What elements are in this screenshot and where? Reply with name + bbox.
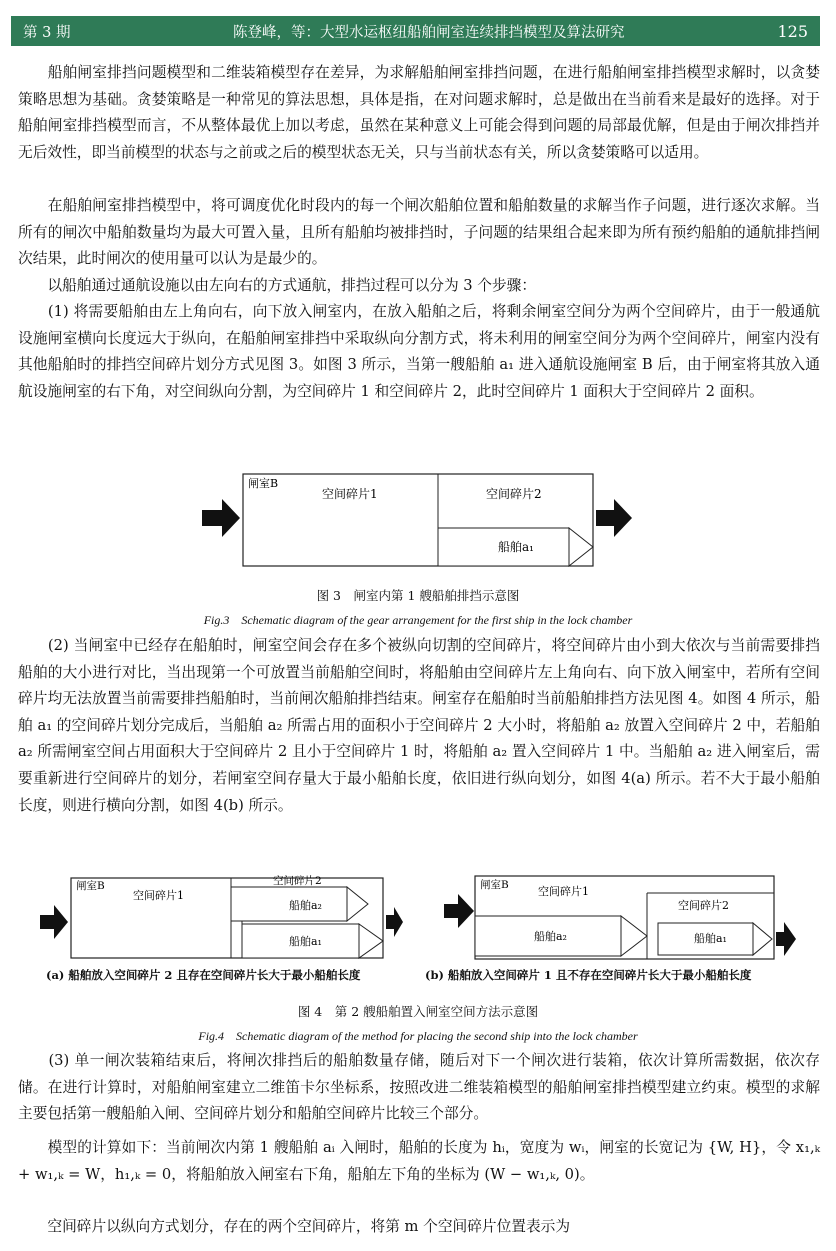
fragment-2-label: 空间碎片2 — [486, 487, 542, 501]
exit-arrow-icon — [776, 922, 796, 956]
ship-a2-label: 船舶a₂ — [289, 899, 322, 912]
figure-3-diagram — [200, 470, 636, 572]
running-header — [11, 16, 820, 46]
ship-a1-label: 船舶a₁ — [289, 935, 322, 948]
chamber-label: 闸室B — [76, 880, 105, 892]
exit-arrow-icon — [386, 907, 403, 937]
paragraph-subproblem: 在船舶闸室排挡模型中，将可调度优化时段内的每一个闸次船舶位置和船舶数量的求解当作子问题，进行逐次求解。当所有的闸次中船舶数量均为最大可置入量，且所有船舶均被排挡时，子问题的结果组合起来即为所有预约船舶的通航排挡闸次结果，此时闸次的使用量可以认为是最少的。 — [18, 197, 820, 268]
paragraph-step-1: (1) 将需要船舶由左上角向右，向下放入闸室内，在放入船舶之后，将剩余闸室空间分为两个空间碎片，由于一般通航设施闸室横向长度远大于纵向，在船舶闸室排挡中采取纵向分割方式，将未利用的闸室空间分为两个空间碎片，闸室内没有其他船舶时的排挡空间碎片划分方式见图 3。如图 3 所示，当第一艘船舶 a₁ 进入通航设施闸室 B 后，由于闸室将其放入通航设施闸室的右下角，对空间纵向分割，为空间碎片 1 和空间碎片 2，此时空间碎片 1 面积大于空间碎片 2 面积。 — [18, 303, 820, 400]
fragment-1-label: 空间碎片1 — [133, 889, 184, 902]
ship-a2-label: 船舶a₂ — [534, 930, 567, 943]
paragraph-greedy-strategy: 船舶闸室排挡问题模型和二维装箱模型存在差异，为求解船舶闸室排挡问题，在进行船舶闸室排挡模型求解时，以贪婪策略思想为基础。贪婪策略是一种常见的算法思想，具体是指，在对问题求解时，总是做出在当前看来是最好的选择。对于船舶闸室排挡模型而言，不从整体最优上加以考虑，虽然在某种意义上可能会得到问题的局部最优解，但是由于闸次排挡并无后效性，即当前模型的状态与之前或之后的模型状态无关，只与当前状态有关，所以贪婪策略可以适用。 — [18, 64, 820, 161]
figure-3-caption-cn: 图 3 闸室内第 1 艘船舶排挡示意图 — [316, 588, 520, 603]
entry-arrow-icon — [40, 905, 68, 939]
ship-a1-label: 船舶a₁ — [498, 540, 534, 554]
figure-3-caption-en: Fig.3 Schematic diagram of the gear arrangement for the first ship in the lock chamber — [203, 613, 633, 627]
figure-4b-diagram — [442, 873, 808, 963]
fragment-1-label: 空间碎片1 — [322, 487, 378, 501]
fragment-2-label: 空间碎片2 — [678, 899, 729, 912]
figure-4-caption-en: Fig.4 Schematic diagram of the method for placing the second ship into the lock chamber — [198, 1029, 638, 1043]
figure-4b-caption: (b) 船舶放入空间碎片 1 且不存在空间碎片长大于最小船舶长度 — [425, 968, 752, 982]
paragraph-model-calc: 模型的计算如下：当前闸次内第 1 艘船舶 aᵢ 入闸时，船舶的长度为 hᵢ，宽度为 wᵢ，闸室的长宽记为 {W, H}，令 x₁,ₖ + w₁,ₖ = W，h₁,ₖ = 0，将船舶放入闸室右下角，船舶左下角的坐标为 (W − w₁,ₖ, 0)。 — [18, 1139, 820, 1183]
ship-a1-label: 船舶a₁ — [694, 932, 727, 945]
paragraph-steps-intro: 以船舶通过通航设施以由左向右的方式通航，排挡过程可以分为 3 个步骤： — [18, 277, 537, 294]
entry-arrow-icon — [444, 894, 474, 928]
figure-4-caption-cn: 图 4 第 2 艘船舶置入闸室空间方法示意图 — [297, 1004, 539, 1019]
paragraph-step-3: (3) 单一闸次装箱结束后，将闸次排挡后的船舶数量存储，随后对下一个闸次进行装箱，依次计算所需数据，依次存储。在进行计算时，对船舶闸室建立二维笛卡尔坐标系，按照改进二维装箱模型的船舶闸室排挡模型建立约束。模型的求解主要包括第一艘船舶入闸、空间碎片划分和船舶空间碎片比较三个部分。 — [18, 1052, 820, 1123]
paragraph-fragment-position: 空间碎片以纵向方式划分，存在的两个空间碎片，将第 m 个空间碎片位置表示为 — [18, 1218, 571, 1235]
running-title: 陈登峰，等：大型水运枢纽船舶闸室连续排挡模型及算法研究 — [233, 24, 625, 41]
exit-arrow-icon — [596, 499, 632, 537]
page-number: 125 — [777, 21, 808, 41]
issue-number: 第 3 期 — [23, 24, 71, 41]
fragment-2-label: 空间碎片2 — [273, 875, 322, 887]
fragment-1-label: 空间碎片1 — [538, 885, 589, 898]
entry-arrow-icon — [202, 499, 240, 537]
figure-4a-diagram — [38, 875, 404, 963]
chamber-label: 闸室B — [480, 879, 509, 891]
paragraph-step-2: (2) 当闸室中已经存在船舶时，闸室空间会存在多个被纵向切割的空间碎片，将空间碎片由小到大依次与当前需要排挡船舶的大小进行对比，当出现第一个可放置当前船舶空间时，将船舶由空间碎片左上角向右、向下放入闸室中，若所有空间碎片均无法放置当前需要排挡船舶时，当前闸次船舶排挡结束。闸室存在船舶时当前船舶排挡方法见图 4。如图 4 所示，船舶 a₁ 的空间碎片划分完成后，当船舶 a₂ 所需占用的面积小于空间碎片 2 大小时，将船舶 a₂ 放置入空间碎片 2 中，若船舶 a₂ 所需闸室空间占用面积大于空间碎片 2 且小于空间碎片 1 时，将船舶 a₂ 置入空间碎片 1 中。当船舶 a₂ 进入闸室后，需要重新进行空间碎片的划分，若闸室空间存量大于最小船舶长度，依旧进行纵向划分，如图 4(a) 所示。若不大于最小船舶长度，则进行横向分割，如图 4(b) 所示。 — [18, 637, 820, 814]
chamber-label: 闸室B — [248, 477, 279, 490]
figure-4a-caption: (a) 船舶放入空间碎片 2 且存在空间碎片长大于最小船舶长度 — [46, 968, 361, 982]
